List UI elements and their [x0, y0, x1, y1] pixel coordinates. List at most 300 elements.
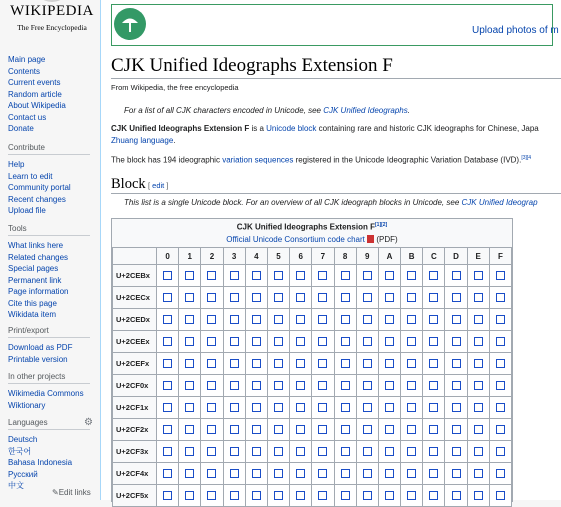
- missing-glyph-icon: [296, 271, 305, 280]
- edit-links[interactable]: ✎Edit links: [52, 488, 91, 497]
- codepoint-cell[interactable]: [201, 375, 223, 397]
- missing-glyph-icon: [363, 403, 372, 412]
- codepoint-cell[interactable]: [312, 309, 334, 331]
- missing-glyph-icon: [230, 359, 239, 368]
- language-link-[interactable]: Русский: [8, 469, 38, 479]
- missing-glyph-icon: [407, 337, 416, 346]
- missing-glyph-icon: [407, 403, 416, 412]
- sidebar-item-wikidata-item[interactable]: Wikidata item: [8, 310, 57, 319]
- caption-ref[interactable]: [1][2]: [375, 222, 388, 228]
- codepoint-cell[interactable]: [378, 265, 400, 287]
- codepoint-cell[interactable]: [423, 419, 445, 441]
- sidebar-item-what-links-here[interactable]: What links here: [8, 241, 64, 250]
- table-row: [113, 485, 512, 507]
- table-row: [113, 287, 512, 309]
- sidebar-item-wiktionary[interactable]: Wiktionary: [8, 400, 46, 410]
- codepoint-cell[interactable]: [267, 397, 289, 419]
- codepoint-cell[interactable]: [201, 331, 223, 353]
- codepoint-cell[interactable]: [179, 287, 201, 309]
- codepoint-cell[interactable]: [356, 309, 378, 331]
- block-note-link[interactable]: CJK Unified Ideograp: [461, 198, 538, 207]
- codepoint-cell[interactable]: [201, 287, 223, 309]
- missing-glyph-icon: [274, 425, 283, 434]
- codepoint-cell[interactable]: [179, 309, 201, 331]
- wikipedia-logo[interactable]: [8, 0, 96, 44]
- missing-glyph-icon: [429, 315, 438, 324]
- codepoint-cell[interactable]: [157, 287, 179, 309]
- codepoint-cell[interactable]: [423, 331, 445, 353]
- codepoint-cell[interactable]: [445, 397, 467, 419]
- row-header: U+2CEDx: [113, 309, 157, 331]
- missing-glyph-icon: [452, 359, 461, 368]
- codepoint-cell[interactable]: [378, 287, 400, 309]
- codepoint-cell[interactable]: [312, 397, 334, 419]
- missing-glyph-icon: [363, 293, 372, 302]
- codepoint-cell[interactable]: [334, 397, 356, 419]
- codepoint-cell[interactable]: [489, 265, 511, 287]
- codepoint-cell[interactable]: [290, 375, 312, 397]
- codepoint-cell[interactable]: [378, 397, 400, 419]
- codepoint-cell[interactable]: [467, 397, 489, 419]
- codepoint-cell[interactable]: [157, 485, 179, 507]
- codepoint-cell[interactable]: [201, 463, 223, 485]
- missing-glyph-icon: [363, 315, 372, 324]
- codepoint-cell[interactable]: [267, 309, 289, 331]
- missing-glyph-icon: [207, 447, 216, 456]
- codepoint-cell[interactable]: [445, 309, 467, 331]
- codepoint-cell[interactable]: [334, 485, 356, 507]
- codepoint-cell[interactable]: [489, 419, 511, 441]
- missing-glyph-icon: [341, 447, 350, 456]
- missing-glyph-icon: [429, 447, 438, 456]
- codepoint-cell[interactable]: [201, 265, 223, 287]
- codepoint-cell[interactable]: [245, 397, 267, 419]
- missing-glyph-icon: [185, 403, 194, 412]
- gear-icon[interactable]: ⚙: [84, 417, 93, 428]
- codepoint-cell[interactable]: [334, 287, 356, 309]
- codepoint-cell[interactable]: [467, 265, 489, 287]
- codepoint-cell[interactable]: [467, 309, 489, 331]
- missing-glyph-icon: [474, 359, 483, 368]
- codepoint-cell[interactable]: [334, 309, 356, 331]
- codepoint-cell[interactable]: [179, 331, 201, 353]
- codepoint-cell[interactable]: [489, 463, 511, 485]
- codepoint-cell[interactable]: [356, 287, 378, 309]
- codepoint-cell[interactable]: [290, 463, 312, 485]
- missing-glyph-icon: [185, 447, 194, 456]
- codepoint-cell[interactable]: [423, 485, 445, 507]
- codepoint-cell[interactable]: [267, 265, 289, 287]
- missing-glyph-icon: [185, 315, 194, 324]
- codepoint-cell[interactable]: [290, 441, 312, 463]
- codepoint-cell[interactable]: [201, 353, 223, 375]
- sidebar-item-current-events[interactable]: Current events: [8, 78, 61, 87]
- codepoint-cell[interactable]: [179, 375, 201, 397]
- codepoint-cell[interactable]: [356, 463, 378, 485]
- codepoint-cell[interactable]: [356, 353, 378, 375]
- missing-glyph-icon: [274, 359, 283, 368]
- missing-glyph-icon: [496, 403, 505, 412]
- codepoint-cell[interactable]: [312, 265, 334, 287]
- codepoint-cell[interactable]: [378, 375, 400, 397]
- codepoint-cell[interactable]: [467, 441, 489, 463]
- banner-text[interactable]: Upload photos of m: [472, 25, 559, 36]
- codepoint-cell[interactable]: [201, 485, 223, 507]
- codepoint-cell[interactable]: [157, 375, 179, 397]
- missing-glyph-icon: [252, 491, 261, 500]
- column-header: 3: [223, 248, 245, 265]
- codepoint-cell[interactable]: [179, 463, 201, 485]
- logo-tagline: The Free Encyclopedia: [17, 23, 87, 32]
- codepoint-cell[interactable]: [378, 463, 400, 485]
- codepoint-cell[interactable]: [267, 485, 289, 507]
- codepoint-cell[interactable]: [312, 375, 334, 397]
- codepoint-cell[interactable]: [401, 485, 423, 507]
- codepoint-cell[interactable]: [401, 331, 423, 353]
- sidebar-item-printable-version[interactable]: Printable version: [8, 354, 68, 364]
- missing-glyph-icon: [496, 315, 505, 324]
- codepoint-cell[interactable]: [290, 419, 312, 441]
- codepoint-cell[interactable]: [267, 441, 289, 463]
- sidebar-item-related-changes[interactable]: Related changes: [8, 252, 69, 262]
- missing-glyph-icon: [230, 403, 239, 412]
- codepoint-cell[interactable]: [157, 419, 179, 441]
- codepoint-cell[interactable]: [445, 375, 467, 397]
- missing-glyph-icon: [341, 315, 350, 324]
- missing-glyph-icon: [318, 425, 327, 434]
- codepoint-cell[interactable]: [223, 287, 245, 309]
- missing-glyph-icon: [252, 381, 261, 390]
- codepoint-cell[interactable]: [267, 375, 289, 397]
- language-link-deutsch[interactable]: Deutsch: [8, 435, 38, 444]
- intro-text: is a: [249, 124, 267, 133]
- row-header: U+2CF1x: [113, 397, 157, 419]
- codepoint-cell[interactable]: [290, 397, 312, 419]
- sidebar-item-learn-to-edit[interactable]: Learn to edit: [8, 171, 53, 181]
- codepoint-cell[interactable]: [267, 287, 289, 309]
- missing-glyph-icon: [296, 447, 305, 456]
- sidebar-item-contents[interactable]: Contents: [8, 66, 41, 76]
- code-chart-line: [112, 235, 512, 244]
- missing-glyph-icon: [385, 359, 394, 368]
- codepoint-cell[interactable]: [312, 353, 334, 375]
- missing-glyph-icon: [296, 359, 305, 368]
- codepoint-cell[interactable]: [378, 309, 400, 331]
- codepoint-cell[interactable]: [489, 485, 511, 507]
- codepoint-cell[interactable]: [489, 331, 511, 353]
- codepoint-cell[interactable]: [179, 419, 201, 441]
- codepoint-cell[interactable]: [245, 441, 267, 463]
- tools-heading: Tools: [8, 224, 90, 236]
- codepoint-cell[interactable]: [290, 485, 312, 507]
- language-link-[interactable]: 한국어: [8, 446, 32, 456]
- codepoint-cell[interactable]: [312, 463, 334, 485]
- codepoint-cell[interactable]: [445, 287, 467, 309]
- navigation-portal: [8, 54, 100, 135]
- codepoint-cell[interactable]: [423, 463, 445, 485]
- missing-glyph-icon: [452, 469, 461, 478]
- codepoint-cell[interactable]: [201, 419, 223, 441]
- codepoint-cell[interactable]: [467, 485, 489, 507]
- codepoint-cell[interactable]: [489, 287, 511, 309]
- codepoint-cell[interactable]: [356, 419, 378, 441]
- codepoint-cell[interactable]: [290, 331, 312, 353]
- codepoint-cell[interactable]: [312, 441, 334, 463]
- codepoint-cell[interactable]: [423, 353, 445, 375]
- codepoint-cell[interactable]: [378, 419, 400, 441]
- ivd-ref[interactable]: [3][4: [521, 155, 532, 161]
- codepoint-cell[interactable]: [423, 397, 445, 419]
- codepoint-cell[interactable]: [334, 441, 356, 463]
- unicode-block-link[interactable]: Unicode block: [266, 124, 317, 133]
- codepoint-cell[interactable]: [445, 331, 467, 353]
- missing-glyph-icon: [496, 447, 505, 456]
- codepoint-cell[interactable]: [267, 331, 289, 353]
- codepoint-cell[interactable]: [356, 375, 378, 397]
- codepoint-cell[interactable]: [157, 463, 179, 485]
- section-edit: [148, 181, 168, 190]
- codepoint-cell[interactable]: [201, 397, 223, 419]
- codepoint-cell[interactable]: [267, 419, 289, 441]
- missing-glyph-icon: [407, 381, 416, 390]
- edit-bracket-open: [: [148, 181, 153, 190]
- codepoint-cell[interactable]: [267, 353, 289, 375]
- missing-glyph-icon: [407, 425, 416, 434]
- codepoint-cell[interactable]: [423, 375, 445, 397]
- codepoint-cell[interactable]: [401, 375, 423, 397]
- sidebar-item-community-portal[interactable]: Community portal: [8, 183, 71, 192]
- sidebar-item-upload-file[interactable]: Upload file: [8, 206, 46, 215]
- codepoint-cell[interactable]: [223, 309, 245, 331]
- sidebar-item-random-article[interactable]: Random article: [8, 89, 62, 99]
- missing-glyph-icon: [363, 271, 372, 280]
- missing-glyph-icon: [341, 359, 350, 368]
- missing-glyph-icon: [274, 315, 283, 324]
- codepoint-cell[interactable]: [157, 353, 179, 375]
- column-header: 6: [290, 248, 312, 265]
- zhuang-link[interactable]: Zhuang language: [111, 136, 174, 145]
- codepoint-cell[interactable]: [445, 353, 467, 375]
- codepoint-cell[interactable]: [378, 353, 400, 375]
- codepoint-cell[interactable]: [201, 441, 223, 463]
- codepoint-cell[interactable]: [401, 287, 423, 309]
- codepoint-cell[interactable]: [245, 331, 267, 353]
- codepoint-cell[interactable]: [223, 485, 245, 507]
- missing-glyph-icon: [296, 337, 305, 346]
- codepoint-cell[interactable]: [179, 265, 201, 287]
- codepoint-cell[interactable]: [334, 265, 356, 287]
- codepoint-cell[interactable]: [467, 353, 489, 375]
- codepoint-cell[interactable]: [401, 353, 423, 375]
- codepoint-cell[interactable]: [467, 463, 489, 485]
- codepoint-cell[interactable]: [356, 485, 378, 507]
- codepoint-cell[interactable]: [445, 441, 467, 463]
- missing-glyph-icon: [252, 315, 261, 324]
- missing-glyph-icon: [185, 271, 194, 280]
- missing-glyph-icon: [274, 381, 283, 390]
- sidebar-item-help[interactable]: Help: [8, 160, 25, 169]
- sidebar-item-cite-this-page[interactable]: Cite this page: [8, 298, 57, 308]
- codepoint-cell[interactable]: [445, 485, 467, 507]
- codepoint-cell[interactable]: [467, 287, 489, 309]
- codepoint-cell[interactable]: [157, 309, 179, 331]
- codepoint-cell[interactable]: [356, 397, 378, 419]
- hatnote-link[interactable]: CJK Unified Ideographs: [323, 106, 408, 115]
- codepoint-cell[interactable]: [401, 265, 423, 287]
- codepoint-cell[interactable]: [467, 375, 489, 397]
- sidebar-item-permanent-link[interactable]: Permanent link: [8, 275, 62, 285]
- sidebar-item-contact-us[interactable]: Contact us: [8, 112, 47, 122]
- variation-sequences-link[interactable]: variation sequences: [222, 155, 294, 165]
- codepoint-cell[interactable]: [423, 287, 445, 309]
- codepoint-cell[interactable]: [290, 353, 312, 375]
- missing-glyph-icon: [385, 491, 394, 500]
- language-link-bahasa-indonesia[interactable]: Bahasa Indonesia: [8, 458, 73, 467]
- missing-glyph-icon: [296, 425, 305, 434]
- missing-glyph-icon: [274, 491, 283, 500]
- missing-glyph-icon: [252, 403, 261, 412]
- sidebar-item-recent-changes[interactable]: Recent changes: [8, 194, 66, 204]
- missing-glyph-icon: [496, 381, 505, 390]
- codepoint-cell[interactable]: [489, 441, 511, 463]
- codepoint-cell[interactable]: [445, 265, 467, 287]
- codepoint-cell[interactable]: [356, 441, 378, 463]
- codepoint-cell[interactable]: [356, 265, 378, 287]
- codepoint-cell[interactable]: [378, 331, 400, 353]
- codepoint-cell[interactable]: [245, 485, 267, 507]
- codepoint-cell[interactable]: [179, 441, 201, 463]
- sidebar-item-wikimedia-commons[interactable]: Wikimedia Commons: [8, 389, 84, 398]
- codepoint-cell[interactable]: [157, 441, 179, 463]
- codepoint-cell[interactable]: [157, 265, 179, 287]
- missing-glyph-icon: [363, 447, 372, 456]
- codepoint-cell[interactable]: [223, 419, 245, 441]
- codepoint-cell[interactable]: [401, 309, 423, 331]
- missing-glyph-icon: [163, 491, 172, 500]
- codepoint-cell[interactable]: [290, 309, 312, 331]
- codepoint-cell[interactable]: [245, 309, 267, 331]
- missing-glyph-icon: [341, 469, 350, 478]
- missing-glyph-icon: [163, 359, 172, 368]
- codepoint-cell[interactable]: [312, 419, 334, 441]
- codepoint-cell[interactable]: [378, 441, 400, 463]
- codepoint-cell[interactable]: [334, 353, 356, 375]
- column-header: 7: [312, 248, 334, 265]
- codepoint-cell[interactable]: [245, 353, 267, 375]
- codepoint-cell[interactable]: [334, 419, 356, 441]
- codepoint-cell[interactable]: [356, 331, 378, 353]
- missing-glyph-icon: [207, 381, 216, 390]
- codepoint-cell[interactable]: [312, 287, 334, 309]
- contribute-heading: Contribute: [8, 143, 90, 155]
- sidebar-item-about-wikipedia[interactable]: About Wikipedia: [8, 101, 66, 110]
- codepoint-cell[interactable]: [245, 463, 267, 485]
- missing-glyph-icon: [274, 271, 283, 280]
- codepoint-cell[interactable]: [245, 419, 267, 441]
- sidebar-item-donate[interactable]: Donate: [8, 124, 34, 133]
- missing-glyph-icon: [429, 381, 438, 390]
- codepoint-cell[interactable]: [334, 375, 356, 397]
- codepoint-cell[interactable]: [223, 353, 245, 375]
- missing-glyph-icon: [163, 315, 172, 324]
- table-caption-text: CJK Unified Ideographs Extension F: [236, 222, 375, 232]
- codepoint-cell[interactable]: [223, 397, 245, 419]
- codepoint-cell[interactable]: [334, 463, 356, 485]
- missing-glyph-icon: [341, 271, 350, 280]
- codepoint-cell[interactable]: [445, 419, 467, 441]
- codepoint-cell[interactable]: [157, 397, 179, 419]
- codepoint-cell[interactable]: [378, 485, 400, 507]
- codepoint-cell[interactable]: [223, 375, 245, 397]
- codepoint-cell[interactable]: [489, 397, 511, 419]
- codepoint-cell[interactable]: [423, 441, 445, 463]
- table-row: [113, 265, 512, 287]
- codepoint-cell[interactable]: [312, 331, 334, 353]
- missing-glyph-icon: [318, 447, 327, 456]
- sidebar-item-page-information[interactable]: Page information: [8, 287, 69, 296]
- codepoint-cell[interactable]: [489, 353, 511, 375]
- missing-glyph-icon: [274, 403, 283, 412]
- codepoint-cell[interactable]: [201, 309, 223, 331]
- codepoint-cell[interactable]: [401, 463, 423, 485]
- missing-glyph-icon: [296, 403, 305, 412]
- section-edit-link[interactable]: edit: [152, 181, 165, 190]
- row-header: U+2CF5x: [113, 485, 157, 507]
- codepoint-cell[interactable]: [290, 287, 312, 309]
- codepoint-cell[interactable]: [245, 265, 267, 287]
- codepoint-cell[interactable]: [334, 331, 356, 353]
- sidebar-item-main-page[interactable]: Main page: [8, 55, 46, 64]
- hatnote-text: For a list of all CJK characters encoded in Unicode, see: [124, 106, 324, 115]
- codepoint-cell[interactable]: [223, 463, 245, 485]
- codepoint-cell[interactable]: [423, 265, 445, 287]
- codepoint-cell[interactable]: [245, 375, 267, 397]
- code-chart-link[interactable]: Official Unicode Consortium code chart: [226, 235, 365, 244]
- missing-glyph-icon: [163, 403, 172, 412]
- missing-glyph-icon: [429, 293, 438, 302]
- missing-glyph-icon: [363, 337, 372, 346]
- language-link-[interactable]: 中文: [8, 481, 24, 490]
- codepoint-cell[interactable]: [245, 287, 267, 309]
- codepoint-cell[interactable]: [423, 309, 445, 331]
- codepoint-cell[interactable]: [467, 331, 489, 353]
- codepoint-cell[interactable]: [179, 397, 201, 419]
- missing-glyph-icon: [496, 359, 505, 368]
- codepoint-cell[interactable]: [223, 441, 245, 463]
- codepoint-cell[interactable]: [223, 331, 245, 353]
- sidebar-item-download-as-pdf[interactable]: Download as PDF: [8, 343, 73, 352]
- codepoint-cell[interactable]: [179, 485, 201, 507]
- codepoint-cell[interactable]: [489, 309, 511, 331]
- codepoint-cell[interactable]: [157, 331, 179, 353]
- sidebar-item-special-pages[interactable]: Special pages: [8, 264, 59, 273]
- codepoint-cell[interactable]: [401, 419, 423, 441]
- missing-glyph-icon: [318, 293, 327, 302]
- codepoint-cell[interactable]: [445, 463, 467, 485]
- codepoint-cell[interactable]: [489, 375, 511, 397]
- codepoint-cell[interactable]: [312, 485, 334, 507]
- codepoint-cell[interactable]: [401, 397, 423, 419]
- codepoint-cell[interactable]: [179, 353, 201, 375]
- commons-banner[interactable]: [111, 4, 559, 46]
- missing-glyph-icon: [385, 381, 394, 390]
- codepoint-cell[interactable]: [223, 265, 245, 287]
- codepoint-cell[interactable]: [467, 419, 489, 441]
- codepoint-cell[interactable]: [290, 265, 312, 287]
- codepoint-cell[interactable]: [267, 463, 289, 485]
- missing-glyph-icon: [474, 425, 483, 434]
- codepoint-cell[interactable]: [401, 441, 423, 463]
